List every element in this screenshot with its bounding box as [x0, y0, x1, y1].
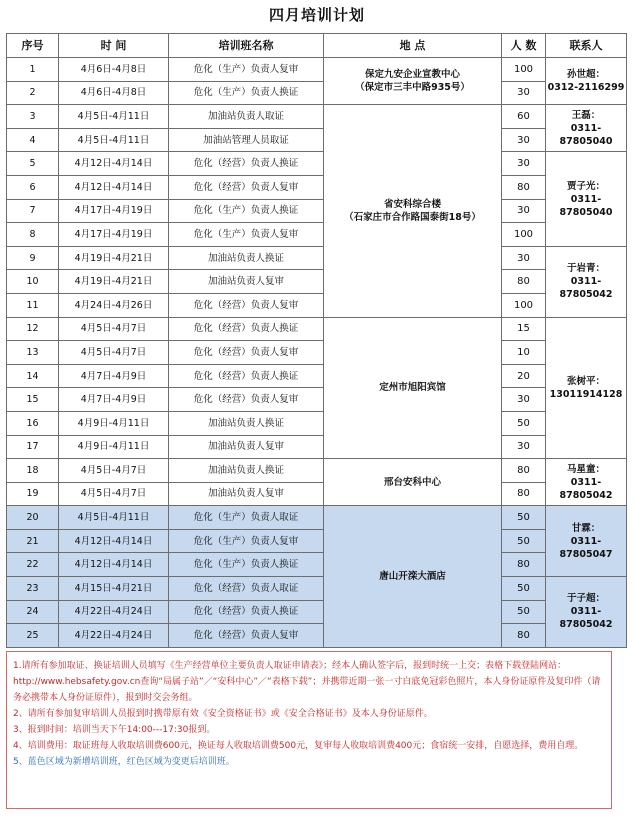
cell-time: 4月19日-4月21日 [59, 270, 169, 294]
cell-time: 4月22日-4月24日 [59, 600, 169, 624]
contact-phone: 0311-87805042 [559, 276, 613, 301]
cell-no: 4 [7, 128, 59, 152]
cell-course: 危化（经营）负责人复审 [169, 624, 324, 648]
cell-course: 危化（生产）负责人复审 [169, 529, 324, 553]
cell-no: 23 [7, 577, 59, 601]
cell-no: 5 [7, 152, 59, 176]
cell-time: 4月5日-4月7日 [59, 482, 169, 506]
note-color-legend: 5、蓝色区域为新增培训班，红色区域为变更后培训班。 [13, 757, 235, 767]
table-row [7, 506, 627, 530]
table-row [7, 459, 627, 483]
cell-time: 4月5日-4月11日 [59, 105, 169, 129]
cell-time: 4月19日-4月21日 [59, 246, 169, 270]
cell-count: 80 [502, 624, 546, 648]
note-review: 2、请所有参加复审培训人员报到时携带原有效《安全资格证书》或《安全合格证书》及本人身份证原件。 [13, 709, 433, 719]
cell-no: 3 [7, 105, 59, 129]
cell-time: 4月7日-4月9日 [59, 364, 169, 388]
table-row [7, 482, 627, 506]
cell-course: 危化（经营）负责人复审 [169, 175, 324, 199]
header-time: 时 间 [59, 34, 169, 58]
location-name: 省安科综合楼 [383, 198, 441, 210]
contact-cell [546, 459, 627, 506]
contact-name: 孙世超： [566, 69, 605, 81]
location-cell [324, 105, 502, 317]
cell-course: 危化（经营）负责人换证 [169, 364, 324, 388]
contact-cell [546, 506, 627, 577]
cell-time: 4月12日-4月14日 [59, 529, 169, 553]
cell-no: 25 [7, 624, 59, 648]
cell-no: 12 [7, 317, 59, 341]
cell-count: 30 [502, 246, 546, 270]
location-name: 保定九安企业宣教中心 [364, 69, 460, 81]
cell-count: 30 [502, 128, 546, 152]
cell-course: 危化（经营）负责人复审 [169, 293, 324, 317]
cell-count: 30 [502, 435, 546, 459]
cell-course: 危化（生产）负责人复审 [169, 223, 324, 247]
location-name: 定州市旭阳宾馆 [379, 382, 446, 394]
cell-course: 危化（经营）负责人换证 [169, 152, 324, 176]
contact-name: 张树平： [566, 375, 605, 387]
cell-course: 危化（生产）负责人复审 [169, 58, 324, 82]
cell-time: 4月15日-4月21日 [59, 577, 169, 601]
table-row [7, 246, 627, 270]
table-row [7, 152, 627, 176]
cell-course: 加油站负责人换证 [169, 459, 324, 483]
cell-count: 60 [502, 105, 546, 129]
table-row [7, 81, 627, 105]
cell-no: 11 [7, 293, 59, 317]
contact-cell [546, 58, 627, 105]
header-course: 培训班名称 [169, 34, 324, 58]
cell-time: 4月5日-4月7日 [59, 459, 169, 483]
cell-course: 加油站负责人复审 [169, 482, 324, 506]
cell-course: 危化（经营）负责人取证 [169, 577, 324, 601]
table-row [7, 317, 627, 341]
cell-count: 50 [502, 411, 546, 435]
cell-time: 4月12日-4月14日 [59, 175, 169, 199]
cell-time: 4月7日-4月9日 [59, 388, 169, 412]
table-row [7, 388, 627, 412]
table-row [7, 553, 627, 577]
cell-no: 6 [7, 175, 59, 199]
table-row [7, 577, 627, 601]
cell-no: 21 [7, 529, 59, 553]
cell-no: 17 [7, 435, 59, 459]
cell-time: 4月9日-4月11日 [59, 411, 169, 435]
location-cell [324, 459, 502, 506]
header-contact: 联系人 [546, 34, 627, 58]
cell-no: 1 [7, 58, 59, 82]
cell-count: 100 [502, 223, 546, 247]
note-registration: 1.请所有参加取证、换证培训人员填写《生产经营单位主要负责人取证申请表》；经本人确认签字后，报到时统一上交；表格下载登陆网站：http://www.hebsafety.gov.cn查询“局属子站”／“安科中心”／“表格下载”；并携带近期一张一寸白底免冠彩色照片，本人身份证原件及复印件（请务必携带本人身份证原件），报到时交会务组。 [13, 661, 601, 703]
cell-no: 13 [7, 341, 59, 365]
cell-time: 4月12日-4月14日 [59, 152, 169, 176]
cell-course: 加油站负责人换证 [169, 246, 324, 270]
header-location: 地 点 [324, 34, 502, 58]
location-address: （石家庄市合作路国泰街18号） [344, 211, 481, 223]
cell-time: 4月22日-4月24日 [59, 624, 169, 648]
cell-course: 加油站负责人复审 [169, 270, 324, 294]
cell-no: 2 [7, 81, 59, 105]
contact-phone: 0311-87805040 [559, 122, 613, 147]
location-cell [324, 506, 502, 648]
cell-time: 4月5日-4月11日 [59, 506, 169, 530]
contact-name: 贾子光： [566, 180, 605, 192]
cell-no: 8 [7, 223, 59, 247]
cell-no: 9 [7, 246, 59, 270]
location-name: 邢台安科中心 [383, 476, 441, 488]
cell-no: 19 [7, 482, 59, 506]
cell-course: 危化（生产）负责人换证 [169, 199, 324, 223]
cell-no: 10 [7, 270, 59, 294]
table-row [7, 624, 627, 648]
cell-count: 100 [502, 293, 546, 317]
table-row [7, 293, 627, 317]
cell-time: 4月5日-4月7日 [59, 341, 169, 365]
table-row [7, 529, 627, 553]
cell-no: 15 [7, 388, 59, 412]
cell-no: 7 [7, 199, 59, 223]
table-row [7, 364, 627, 388]
cell-time: 4月9日-4月11日 [59, 435, 169, 459]
table-row [7, 128, 627, 152]
note-fees: 4、培训费用：取证班每人收取培训费600元，换证每人收取培训费500元，复审每人收取培训费400元；食宿统一安排，自愿选择，费用自理。 [13, 741, 584, 751]
table-row [7, 600, 627, 624]
header-count: 人 数 [502, 34, 546, 58]
page-title: 四月培训计划 [268, 6, 365, 24]
contact-name: 于岩青： [566, 263, 605, 275]
table-row [7, 58, 627, 82]
cell-count: 100 [502, 58, 546, 82]
contact-name: 甘霖： [571, 522, 601, 534]
location-cell [324, 58, 502, 105]
cell-count: 30 [502, 388, 546, 412]
table-row [7, 175, 627, 199]
cell-course: 加油站管理人员取证 [169, 128, 324, 152]
contact-cell [546, 105, 627, 152]
table-row [7, 199, 627, 223]
note-check-in-time: 3、报到时间：培训当天下午14:00---17:30报到。 [13, 725, 216, 735]
cell-no: 16 [7, 411, 59, 435]
cell-time: 4月24日-4月26日 [59, 293, 169, 317]
contact-name: 王磊： [571, 109, 601, 121]
cell-course: 危化（生产）负责人取证 [169, 506, 324, 530]
cell-count: 80 [502, 553, 546, 577]
contact-phone: 0311-87805042 [559, 606, 613, 631]
notes-box [6, 651, 612, 809]
cell-count: 50 [502, 600, 546, 624]
cell-time: 4月17日-4月19日 [59, 199, 169, 223]
cell-count: 30 [502, 81, 546, 105]
table-row [7, 411, 627, 435]
table-row [7, 435, 627, 459]
cell-time: 4月6日-4月8日 [59, 81, 169, 105]
cell-count: 10 [502, 341, 546, 365]
cell-no: 20 [7, 506, 59, 530]
cell-course: 危化（经营）负责人复审 [169, 388, 324, 412]
location-name: 唐山开滦大酒店 [379, 571, 446, 583]
location-cell [324, 317, 502, 459]
cell-time: 4月6日-4月8日 [59, 58, 169, 82]
contact-cell [546, 152, 627, 246]
contact-name: 于子超： [566, 593, 605, 605]
table-row [7, 223, 627, 247]
contact-name: 马星童： [566, 463, 605, 475]
cell-count: 15 [502, 317, 546, 341]
table-row [7, 105, 627, 129]
contact-cell [546, 246, 627, 317]
contact-phone: 0311-87805047 [559, 535, 613, 560]
cell-time: 4月17日-4月19日 [59, 223, 169, 247]
cell-count: 50 [502, 529, 546, 553]
cell-course: 危化（经营）负责人换证 [169, 317, 324, 341]
cell-count: 20 [502, 364, 546, 388]
cell-course: 危化（生产）负责人换证 [169, 553, 324, 577]
contact-phone: 0311-87805040 [559, 193, 613, 218]
cell-count: 50 [502, 577, 546, 601]
cell-time: 4月5日-4月11日 [59, 128, 169, 152]
cell-course: 危化（经营）负责人换证 [169, 600, 324, 624]
contact-phone: 13011914128 [549, 388, 623, 400]
cell-count: 80 [502, 270, 546, 294]
table-header-row [7, 34, 627, 58]
table-row [7, 341, 627, 365]
cell-course: 危化（经营）负责人复审 [169, 341, 324, 365]
cell-time: 4月5日-4月7日 [59, 317, 169, 341]
cell-count: 30 [502, 199, 546, 223]
cell-count: 50 [502, 506, 546, 530]
cell-no: 24 [7, 600, 59, 624]
cell-course: 加油站负责人复审 [169, 435, 324, 459]
location-address: （保定市三丰中路935号） [355, 82, 470, 94]
table-row [7, 270, 627, 294]
training-schedule-table [6, 33, 627, 648]
header-no: 序号 [7, 34, 59, 58]
cell-no: 18 [7, 459, 59, 483]
cell-count: 30 [502, 152, 546, 176]
contact-cell [546, 577, 627, 648]
cell-course: 加油站负责人换证 [169, 411, 324, 435]
cell-no: 14 [7, 364, 59, 388]
cell-course: 加油站负责人取证 [169, 105, 324, 129]
cell-time: 4月12日-4月14日 [59, 553, 169, 577]
contact-cell [546, 317, 627, 459]
cell-count: 80 [502, 175, 546, 199]
contact-phone: 0312-2116299 [547, 82, 625, 94]
contact-phone: 0311-87805042 [559, 476, 613, 501]
cell-no: 22 [7, 553, 59, 577]
cell-course: 危化（生产）负责人换证 [169, 81, 324, 105]
cell-count: 80 [502, 482, 546, 506]
cell-count: 80 [502, 459, 546, 483]
